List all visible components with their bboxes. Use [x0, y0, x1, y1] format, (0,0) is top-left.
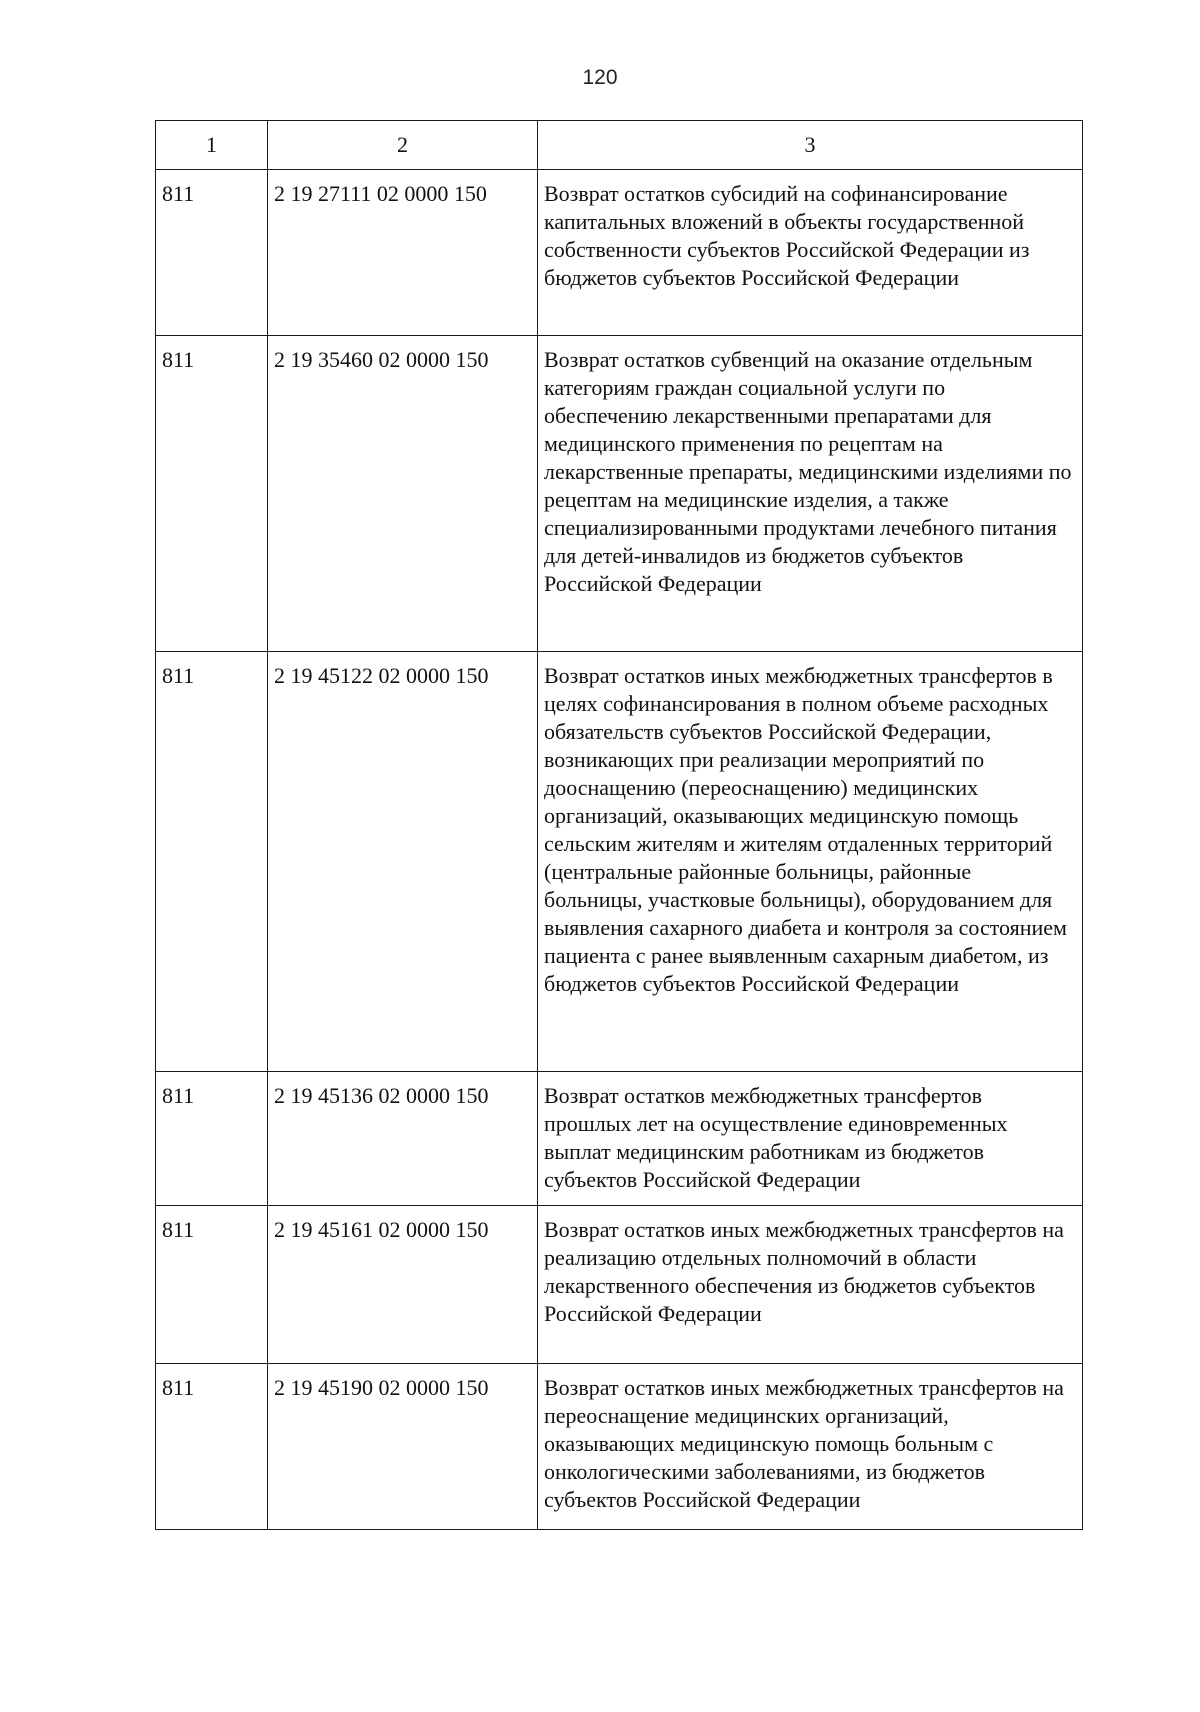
budget-code-cell: 2 19 27111 02 0000 150	[268, 170, 538, 336]
budget-code-cell: 2 19 45122 02 0000 150	[268, 652, 538, 1072]
description-cell: Возврат остатков межбюджетных трансфертов прошлых лет на осуществление единовременных выплат медицинским работникам из бюджетов субъектов Российской Федерации	[538, 1072, 1083, 1206]
table-body	[156, 170, 1083, 1530]
column-header-3: 3	[538, 121, 1083, 170]
table-row	[156, 1072, 1083, 1206]
admin-code-cell: 811	[156, 1364, 268, 1530]
budget-code-cell: 2 19 45190 02 0000 150	[268, 1364, 538, 1530]
table-row	[156, 170, 1083, 336]
budget-codes-table	[155, 120, 1083, 1530]
admin-code-cell: 811	[156, 336, 268, 652]
budget-code-cell: 2 19 35460 02 0000 150	[268, 336, 538, 652]
header-row	[156, 121, 1083, 170]
description-cell: Возврат остатков иных межбюджетных трансфертов на реализацию отдельных полномочий в области лекарственного обеспечения из бюджетов субъектов Российской Федерации	[538, 1206, 1083, 1364]
description-cell: Возврат остатков иных межбюджетных трансфертов на переоснащение медицинских организаций, оказывающих медицинскую помощь больным с онкологическими заболеваниями, из бюджетов субъектов Российской Федерации	[538, 1364, 1083, 1530]
table-row	[156, 1364, 1083, 1530]
admin-code-cell: 811	[156, 170, 268, 336]
description-cell: Возврат остатков иных межбюджетных трансфертов в целях софинансирования в полном объеме расходных обязательств субъектов Российской Федерации, возникающих при реализации мероприятий по дооснащению (переоснащению) медицинских организаций, оказывающих медицинскую помощь сельским жителям и жителям отдаленных территорий (центральные районные больницы, районные больницы, участковые больницы), оборудованием для выявления сахарного диабета и контроля за состоянием пациента с ранее выявленным сахарным диабетом, из бюджетов субъектов Российской Федерации	[538, 652, 1083, 1072]
description-cell: Возврат остатков субвенций на оказание отдельным категориям граждан социальной услуги по обеспечению лекарственными препаратами для медицинского применения по рецептам на лекарственные препараты, медицинскими изделиями по рецептам на медицинские изделия, а также специализированными продуктами лечебного питания для детей-инвалидов из бюджетов субъектов Российской Федерации	[538, 336, 1083, 652]
page-number: 120	[582, 66, 618, 89]
table-row	[156, 1206, 1083, 1364]
budget-code-cell: 2 19 45161 02 0000 150	[268, 1206, 538, 1364]
column-header-1: 1	[156, 121, 268, 170]
table-row	[156, 336, 1083, 652]
budget-code-cell: 2 19 45136 02 0000 150	[268, 1072, 538, 1206]
admin-code-cell: 811	[156, 1206, 268, 1364]
admin-code-cell: 811	[156, 652, 268, 1072]
table-row	[156, 652, 1083, 1072]
admin-code-cell: 811	[156, 1072, 268, 1206]
description-cell: Возврат остатков субсидий на софинансирование капитальных вложений в объекты государственной собственности субъектов Российской Федерации из бюджетов субъектов Российской Федерации	[538, 170, 1083, 336]
column-header-2: 2	[268, 121, 538, 170]
table-header	[156, 121, 1083, 170]
